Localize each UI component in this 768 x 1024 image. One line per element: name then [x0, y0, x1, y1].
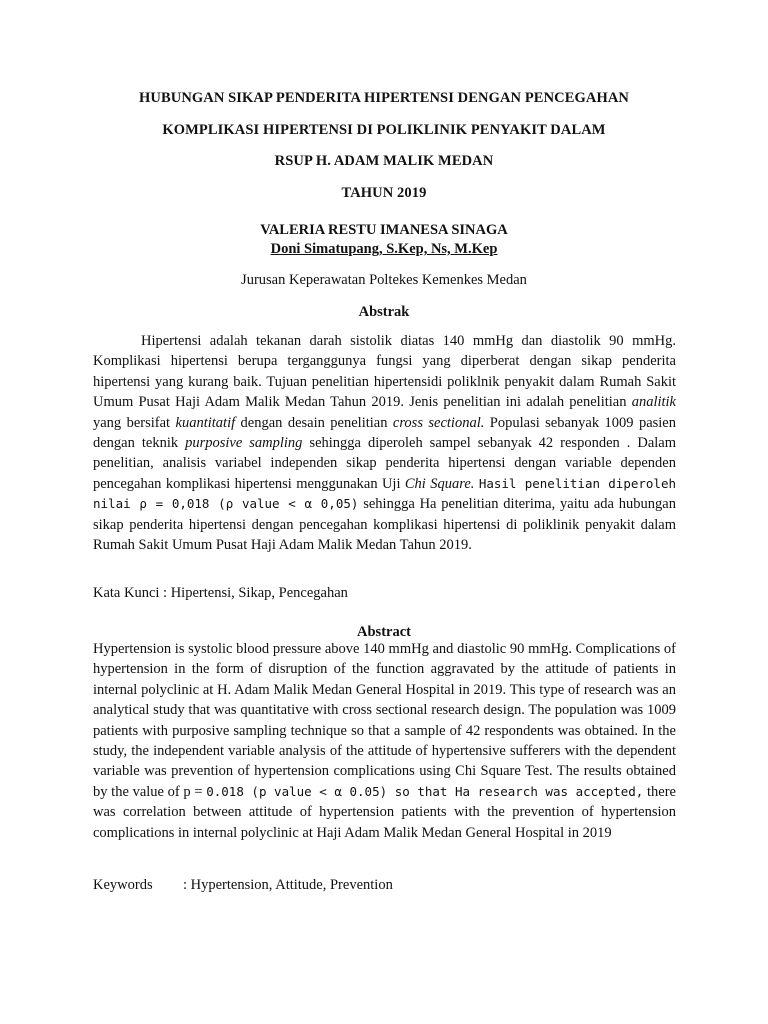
- title-line-2: KOMPLIKASI HIPERTENSI DI POLIKLINIK PENYAKIT DALAM: [162, 122, 606, 138]
- abstrak-text-1: Hipertensi adalah tekanan darah sistolik diatas 140 mmHg dan diastolik 90 mmHg. Komplikasi hipertensi berupa terganggunya fungsi yang diperberat dengan sikap penderita hipertensi yang kurang baik. Tujuan penelitian hipertensidi poliklnik penyakit dalam Rumah Sakit Umum Pusat Haji Adam Malik Medan Tahun 2019. Jenis penelitian ini adalah penelitian: [93, 333, 676, 411]
- keywords-label: Keywords: [93, 877, 153, 893]
- advisor-line: [92, 240, 676, 258]
- keywords-value: : Hypertension, Attitude, Prevention: [183, 877, 393, 893]
- title-line-1: HUBUNGAN SIKAP PENDERITA HIPERTENSI DENGAN PENCEGAHAN: [139, 90, 629, 106]
- keywords-line: [93, 876, 393, 894]
- author-name: VALERIA RESTU IMANESA SINAGA: [260, 222, 508, 238]
- abstrak-heading: Abstrak: [358, 304, 410, 320]
- abstrak-body: [93, 331, 676, 555]
- abstrak-text-7: sehingga Ha penelitian diterima, yaitu ada hubungan sikap penderita hipertensi dengan pencegahan komplikasi hipertensi di poliklinik penyakit dalam Rumah Sakit Umum Pusat Haji Adam Malik Medan Tahun 2019.: [93, 496, 676, 554]
- abstract-heading: Abstract: [357, 624, 411, 640]
- abstrak-italic-1: analitik: [631, 394, 676, 411]
- abstract-text-2: there was correlation between attitude of hypertension patients with the prevention of hypertension complications in internal polyclinic at Haji Adam Malik Medan General Hospital in 2019: [93, 783, 676, 841]
- abstrak-text-4: Populasi sebanyak 1009 pasien dengan teknik: [93, 414, 676, 452]
- abstrak-text-2: yang bersifat: [93, 414, 176, 431]
- title-line-4: TAHUN 2019: [341, 185, 427, 201]
- abstrak-text-5: sehingga diperoleh sampel sebanyak 42 responden . Dalam penelitian, analisis variabel independen sikap penderita hipertensi dengan variable dependen pencegahan komplikasi hipertensi menggunakan Uji: [93, 435, 676, 492]
- advisor-name: Doni Simatupang, S.Kep, Ns, M.Kep: [270, 241, 498, 257]
- affiliation: Jurusan Keperawatan Poltekes Kemenkes Medan: [241, 272, 527, 288]
- abstrak-italic-2: kuantitatif: [175, 414, 236, 431]
- abstrak-italic-3: cross sectional.: [392, 414, 485, 431]
- abstrak-italic-5: Chi Square.: [404, 475, 475, 492]
- abstract-body: [93, 639, 676, 843]
- abstrak-italic-4: purposive sampling: [185, 435, 303, 452]
- abstract-text-1: Hypertension is systolic blood pressure above 140 mmHg and diastolic 90 mmHg. Complications of hypertension in the form of disruption of the function aggravated by the attitude of patients in internal polyclinic at H. Adam Malik Medan General Hospital in 2019. This type of research was an analytical study that was quantitative with cross sectional research design. The population was 1009 patients with purposive sampling technique so that a sample of 42 respondents was obtained. In the study, the independent variable analysis of the attitude of hypertensive sufferers with the dependent variable was prevention of hypertension complications using Chi Square Test. The results obtained by the value of p =: [93, 641, 676, 800]
- kata-kunci: Kata Kunci : Hipertensi, Sikap, Pencegahan: [93, 585, 348, 601]
- title-line-3: RSUP H. ADAM MALIK MEDAN: [274, 153, 494, 169]
- abstrak-text-3: dengan desain penelitian: [235, 414, 393, 431]
- abstrak-result-text: Hasil penelitian diperoleh nilai ρ = 0,018 (ρ value < α 0,05): [93, 475, 677, 512]
- abstract-result-text: 0.018 (p value < α 0.05) so that Ha research was accepted,: [206, 783, 644, 799]
